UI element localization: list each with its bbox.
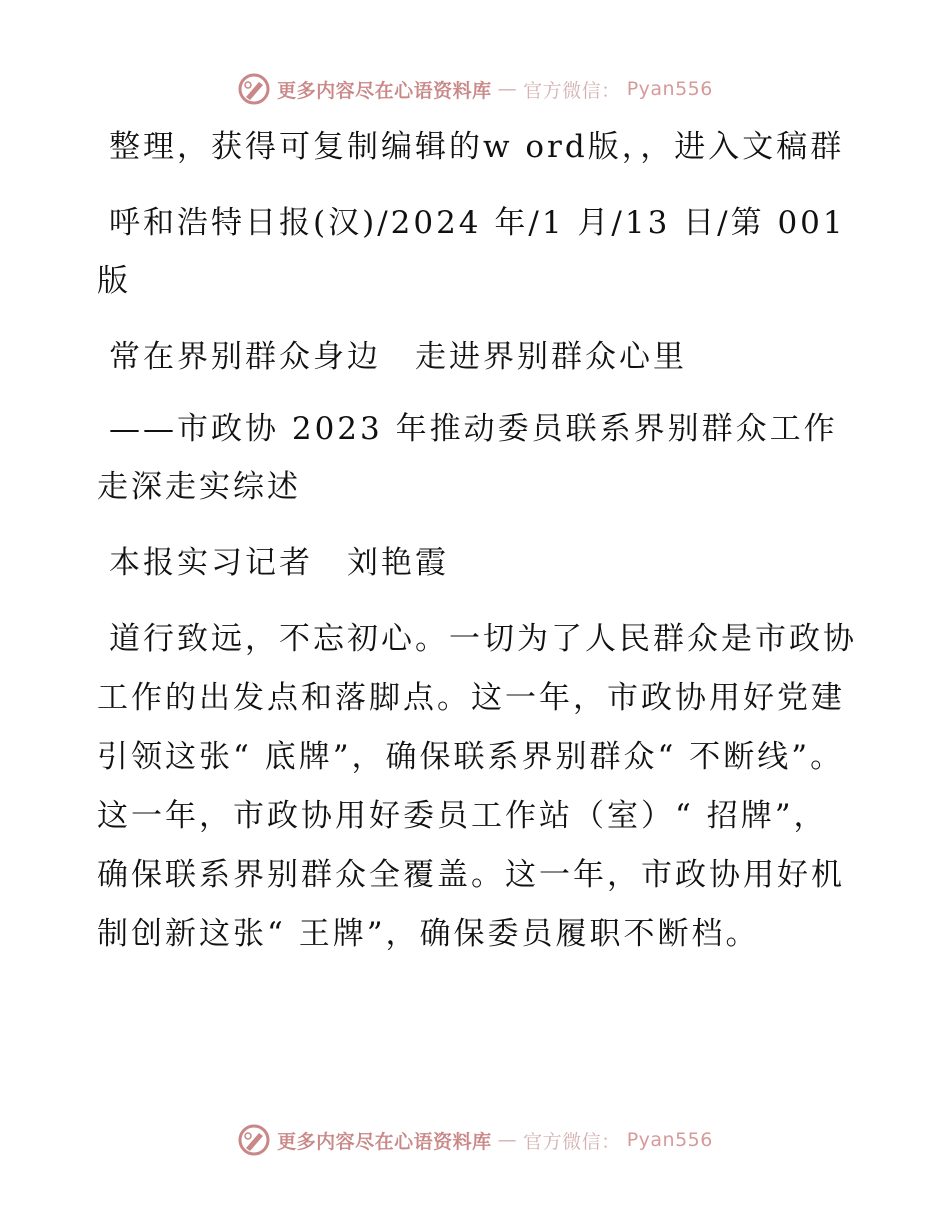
watermark-wechat-label: 官方微信： bbox=[523, 1130, 621, 1153]
article-subtitle: ——市政协 2023 年推动委员联系界别群众工作走深走实综述 bbox=[97, 411, 838, 505]
footer-watermark bbox=[0, 1123, 950, 1157]
watermark-main-text: 更多内容尽在心语资料库 bbox=[277, 79, 492, 102]
editing-note: 整理，获得可复制编辑的w ord版，，进入文稿群 bbox=[109, 129, 845, 165]
article-title: 常在界别群众身边 走进界别群众心里 bbox=[109, 339, 687, 375]
document-body bbox=[97, 118, 857, 964]
pen-logo-icon bbox=[237, 72, 271, 106]
article-paragraph: 道行致远，不忘初心。一切为了人民群众是市政协工作的出发点和落脚点。这一年，市政协用好党建引领这张“ 底牌”，确保联系界别群众“ 不断线”。这一年，市政协用好委员工作站（室）“ 招牌”，确保联系界别群众全覆盖。这一年，市政协用好机制创新这张“ 王牌”，确保委员履职不断档。 bbox=[97, 621, 857, 952]
watermark-wechat-id: Pyan556 bbox=[626, 78, 713, 100]
watermark-main-text: 更多内容尽在心语资料库 bbox=[277, 1130, 492, 1153]
watermark-separator: — bbox=[497, 78, 518, 100]
watermark-wechat-id: Pyan556 bbox=[626, 1129, 713, 1151]
pen-logo-icon bbox=[237, 1123, 271, 1157]
watermark-wechat-label: 官方微信： bbox=[523, 79, 621, 102]
watermark-separator: — bbox=[497, 1129, 518, 1151]
article-byline: 本报实习记者 刘艳霞 bbox=[109, 545, 449, 581]
header-watermark bbox=[0, 72, 950, 106]
source-line: 呼和浩特日报(汉)/2024 年/1 月/13 日/第 001 版 bbox=[97, 205, 846, 299]
